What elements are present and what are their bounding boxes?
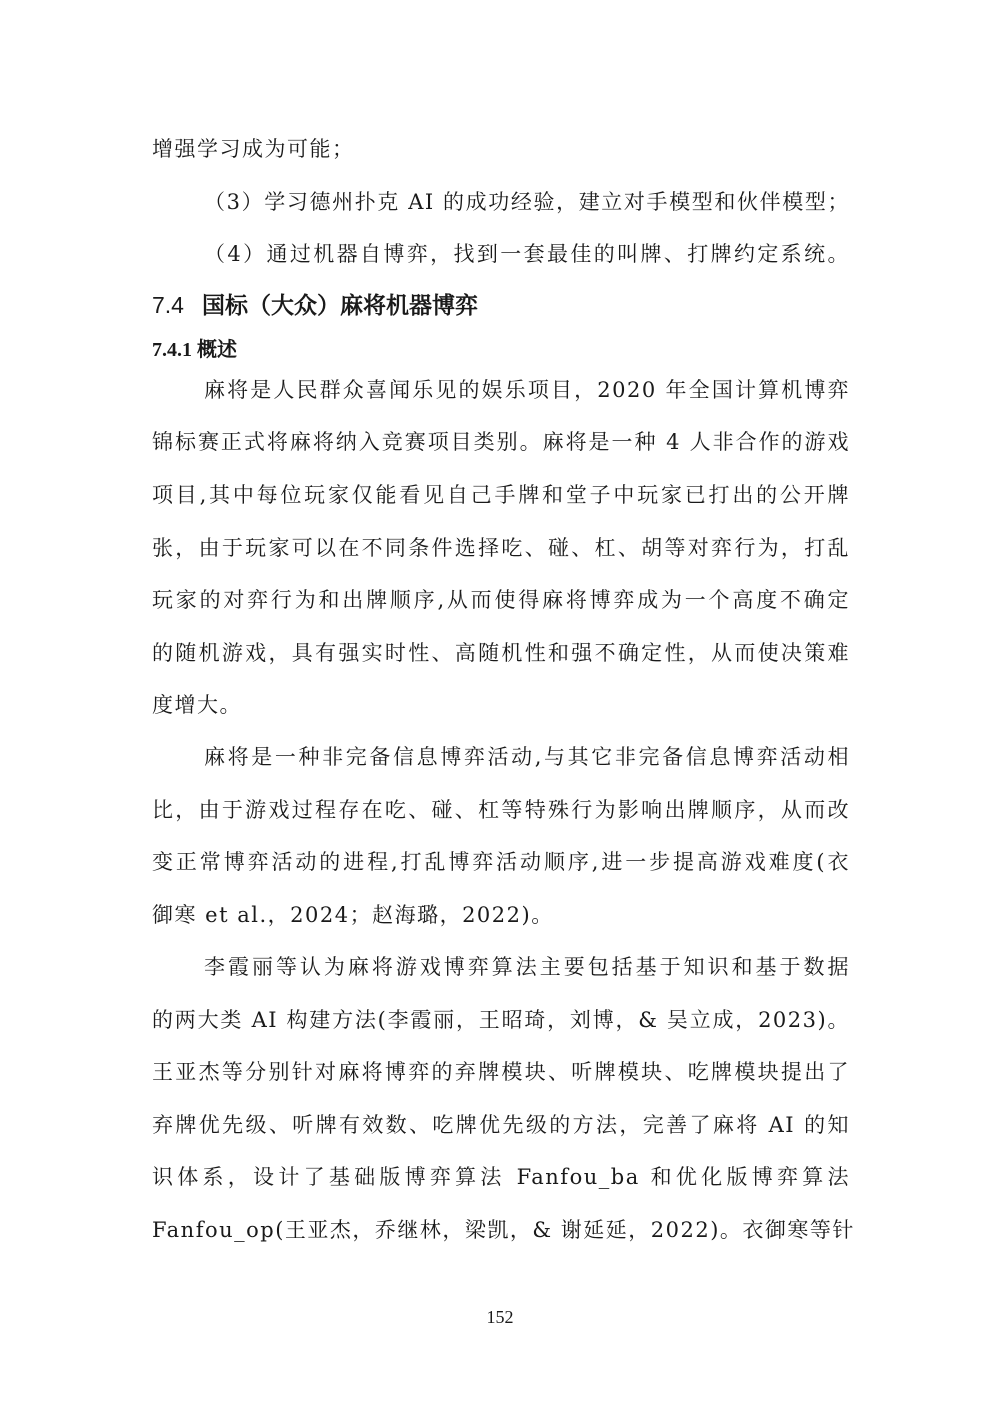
paragraph-2-line: 变正常博弈活动的进程,打乱博弈活动顺序,进一步提高游戏难度(衣	[152, 850, 850, 874]
paragraph-3-line: 李霞丽等认为麻将游戏博弈算法主要包括基于知识和基于数据	[204, 955, 850, 979]
paragraph-1-line: 玩家的对弈行为和出牌顺序,从而使得麻将博弈成为一个高度不确定	[152, 588, 850, 612]
list-item-3: （3）学习德州扑克 AI 的成功经验，建立对手模型和伙伴模型；	[204, 190, 850, 214]
subsection-heading	[152, 336, 237, 363]
paragraph-continuation-line: 增强学习成为可能；	[152, 137, 355, 161]
subsection-title: 概述	[197, 337, 237, 361]
paragraph-2-line: 麻将是一种非完备信息博弈活动,与其它非完备信息博弈活动相	[204, 745, 850, 769]
paragraph-3-line: 识体系，设计了基础版博弈算法 Fanfou_ba 和优化版博弈算法	[152, 1165, 850, 1189]
section-heading	[152, 290, 478, 321]
page-number: 152	[486, 1307, 514, 1327]
paragraph-3-line: Fanfou_op(王亚杰，乔继林，梁凯，& 谢延延，2022)。衣御寒等针	[152, 1218, 855, 1242]
section-title: 国标（大众）麻将机器博弈	[201, 293, 478, 319]
section-number: 7.4	[152, 292, 184, 318]
paragraph-1-line: 项目,其中每位玩家仅能看见自己手牌和堂子中玩家已打出的公开牌	[152, 483, 850, 507]
paragraph-3-line: 弃牌优先级、听牌有效数、吃牌优先级的方法，完善了麻将 AI 的知	[152, 1113, 850, 1137]
paragraph-2-line: 御寒 et al.，2024；赵海璐，2022)。	[152, 903, 554, 927]
paragraph-1-line: 张，由于玩家可以在不同条件选择吃、碰、杠、胡等对弈行为，打乱	[152, 536, 850, 560]
paragraph-1-line: 锦标赛正式将麻将纳入竞赛项目类别。麻将是一种 4 人非合作的游戏	[152, 430, 850, 454]
paragraph-2-line: 比，由于游戏过程存在吃、碰、杠等特殊行为影响出牌顺序，从而改	[152, 798, 850, 822]
paragraph-1-line: 麻将是人民群众喜闻乐见的娱乐项目，2020 年全国计算机博弈	[204, 378, 850, 402]
paragraph-1-line: 度增大。	[152, 693, 242, 717]
list-item-4: （4）通过机器自博弈，找到一套最佳的叫牌、打牌约定系统。	[204, 242, 850, 266]
subsection-number: 7.4.1	[152, 339, 192, 361]
paragraph-3-line: 的两大类 AI 构建方法(李霞丽，王昭琦，刘博，& 吴立成，2023)。	[152, 1008, 850, 1032]
paragraph-1-line: 的随机游戏，具有强实时性、高随机性和强不确定性，从而使决策难	[152, 641, 850, 665]
paragraph-3-line: 王亚杰等分别针对麻将博弈的弃牌模块、听牌模块、吃牌模块提出了	[152, 1060, 850, 1084]
